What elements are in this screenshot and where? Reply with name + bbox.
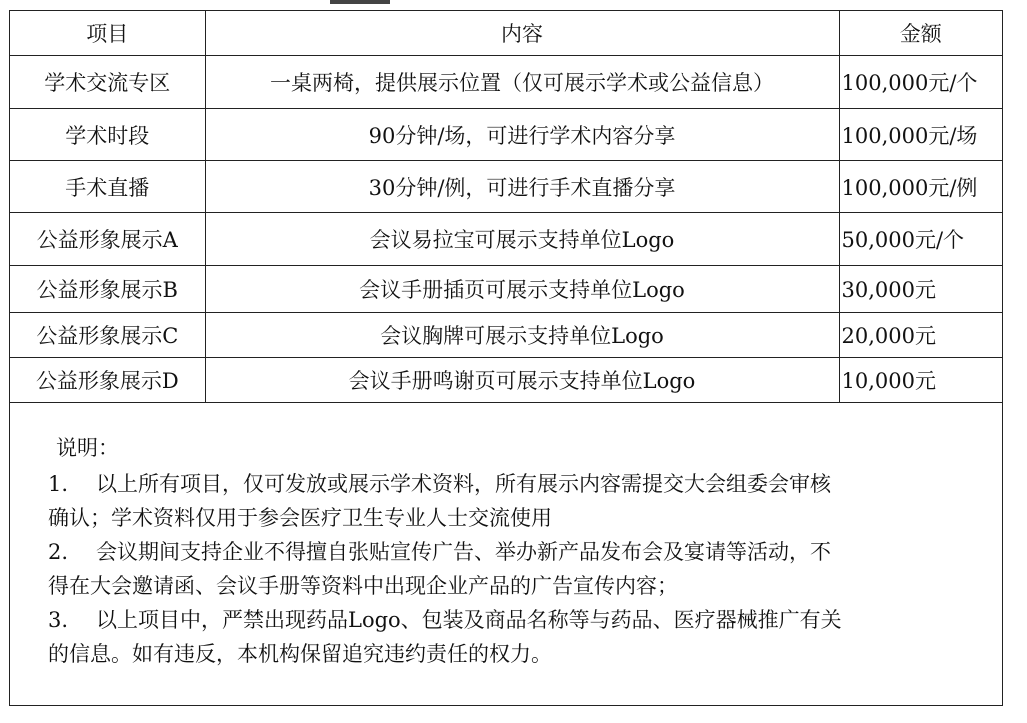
row-content: 会议易拉宝可展示支持单位Logo xyxy=(205,213,839,266)
note-text-continued: 得在大会邀请函、会议手册等资料中出现企业产品的广告宣传内容； xyxy=(48,574,678,598)
row-item: 公益形象展示D xyxy=(10,358,205,403)
row-amount: 100,000元/例 xyxy=(839,161,1002,213)
row-item: 公益形象展示C xyxy=(10,313,205,358)
row-content: 90分钟/场，可进行学术内容分享 xyxy=(205,109,839,161)
table-row xyxy=(10,266,1002,313)
note-text-continued: 确认；学术资料仅用于参会医疗卫生专业人士交流使用 xyxy=(48,506,552,530)
table-row xyxy=(10,313,1002,358)
row-amount: 100,000元/场 xyxy=(839,109,1002,161)
document-frame xyxy=(9,10,1003,706)
note-item-2 xyxy=(48,535,996,603)
table-row xyxy=(10,358,1002,403)
row-content: 会议手册鸣谢页可展示支持单位Logo xyxy=(205,358,839,403)
note-number: 1. xyxy=(48,472,69,496)
row-item: 公益形象展示B xyxy=(10,266,205,313)
row-content: 30分钟/例，可进行手术直播分享 xyxy=(205,161,839,213)
row-amount: 30,000元 xyxy=(839,266,1002,313)
note-item-1 xyxy=(48,467,996,535)
header-amount: 金额 xyxy=(839,11,1002,56)
row-amount: 10,000元 xyxy=(839,358,1002,403)
table-row xyxy=(10,213,1002,266)
notes-title: 说明： xyxy=(56,436,119,460)
table-row xyxy=(10,109,1002,161)
table-row xyxy=(10,161,1002,213)
row-amount: 50,000元/个 xyxy=(839,213,1002,266)
note-item-3 xyxy=(48,603,996,671)
row-item: 手术直播 xyxy=(10,161,205,213)
row-content: 会议胸牌可展示支持单位Logo xyxy=(205,313,839,358)
row-item: 学术时段 xyxy=(10,109,205,161)
row-amount: 20,000元 xyxy=(839,313,1002,358)
header-content: 内容 xyxy=(205,11,839,56)
header-item: 项目 xyxy=(10,11,205,56)
note-number: 3. xyxy=(48,608,69,632)
row-content: 一桌两椅，提供展示位置（仅可展示学术或公益信息） xyxy=(205,56,839,109)
table-header-row xyxy=(10,11,1002,56)
note-text: 以上所有项目，仅可发放或展示学术资料，所有展示内容需提交大会组委会审核 xyxy=(96,472,831,496)
sponsorship-table xyxy=(10,11,1002,403)
note-number: 2. xyxy=(48,540,69,564)
row-content: 会议手册插页可展示支持单位Logo xyxy=(205,266,839,313)
note-text: 会议期间支持企业不得擅自张贴宣传广告、举办新产品发布会及宴请等活动，不 xyxy=(96,540,831,564)
cropped-text-fragment xyxy=(330,0,390,4)
table-row xyxy=(10,56,1002,109)
notes-section xyxy=(10,409,1002,671)
row-item: 公益形象展示A xyxy=(10,213,205,266)
row-amount: 100,000元/个 xyxy=(839,56,1002,109)
note-text: 以上项目中，严禁出现药品Logo、包装及商品名称等与药品、医疗器械推广有关 xyxy=(96,608,842,632)
row-item: 学术交流专区 xyxy=(10,56,205,109)
note-text-continued: 的信息。如有违反，本机构保留追究违约责任的权力。 xyxy=(48,642,552,666)
